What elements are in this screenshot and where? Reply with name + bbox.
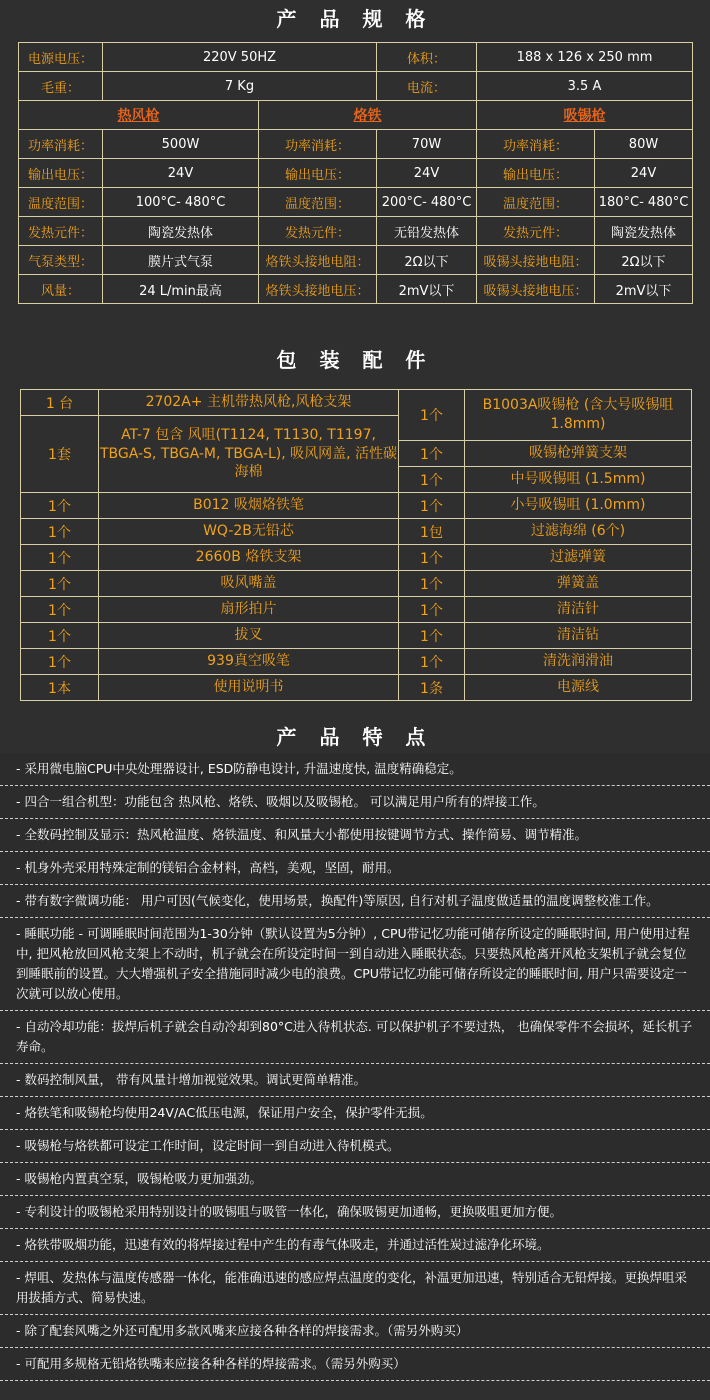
- package-row: [21, 519, 692, 545]
- package-item: 使用说明书: [99, 675, 399, 701]
- spec-value: 200°C- 480°C: [377, 188, 477, 217]
- package-qty: 1个: [399, 623, 465, 649]
- spec-label: 输出电压：: [19, 159, 103, 188]
- package-qty: 1个: [399, 571, 465, 597]
- feature-item: - 专利设计的吸锡枪采用特别设计的吸锡咀与吸管一体化，确保吸锡更加通畅，更换吸咀更加方便。: [0, 1196, 710, 1229]
- spec-label: 功率消耗：: [259, 130, 377, 159]
- spec-value: 无铅发热体: [377, 217, 477, 246]
- package-item: 扇形拍片: [99, 597, 399, 623]
- spec-label: 功率消耗：: [477, 130, 595, 159]
- spec-value: 188 x 126 x 250 mm: [477, 43, 693, 72]
- spec-label: 吸锡头接地电阻：: [477, 246, 595, 275]
- package-item: 过滤弹簧: [465, 545, 692, 571]
- package-qty: 1个: [399, 545, 465, 571]
- package-qty: 1包: [399, 519, 465, 545]
- section-desoldering-gun: 吸锡枪: [477, 101, 693, 130]
- section-hot-air-gun: 热风枪: [19, 101, 259, 130]
- package-qty: 1个: [399, 441, 465, 467]
- feature-item: - 机身外壳采用特殊定制的镁铝合金材料，高档，美观，坚固，耐用。: [0, 852, 710, 885]
- package-qty: 1个: [399, 649, 465, 675]
- spec-value: 7 Kg: [103, 72, 377, 101]
- spec-label: 输出电压：: [477, 159, 595, 188]
- spec-row: [19, 188, 693, 217]
- package-item: 小号吸锡咀 (1.0mm): [465, 493, 692, 519]
- spec-section-title: 产 品 规 格: [276, 6, 434, 31]
- spec-label: 体积：: [377, 43, 477, 72]
- package-item: 吸锡枪弹簧支架: [465, 441, 692, 467]
- package-qty: 1个: [399, 597, 465, 623]
- spec-value: 2Ω以下: [377, 246, 477, 275]
- spec-label: 发热元件：: [259, 217, 377, 246]
- spec-label: 风量：: [19, 275, 103, 304]
- feature-item: - 可配用多规格无铅烙铁嘴来应接各种各样的焊接需求。（需另外购买）: [0, 1348, 710, 1381]
- features-section-title: 产 品 特 点: [276, 724, 434, 749]
- spec-value: 24V: [103, 159, 259, 188]
- package-item: B1003A吸锡枪 (含大号吸锡咀1.8mm): [465, 390, 692, 441]
- feature-item: - 烙铁带吸烟功能，迅速有效的将焊接过程中产生的有毒气体吸走，并通过活性炭过滤净化环境。: [0, 1229, 710, 1262]
- package-row: [21, 675, 692, 701]
- feature-item: - 吸锡枪内置真空泵，吸锡枪吸力更加强劲。: [0, 1163, 710, 1196]
- spec-label: 毛重：: [19, 72, 103, 101]
- spec-label: 输出电压：: [259, 159, 377, 188]
- package-item: AT-7 包含 风咀(T1124, T1130, T1197, TBGA-S, TBGA-M, TBGA-L), 吸风网盖, 活性碳海棉: [99, 416, 399, 493]
- package-qty: 1个: [399, 390, 465, 441]
- package-qty: 1本: [21, 675, 99, 701]
- feature-item: - 除了配套风嘴之外还可配用多款风嘴来应接各种各样的焊接需求。（需另外购买）: [0, 1315, 710, 1348]
- spec-value: 24V: [377, 159, 477, 188]
- spec-value: 70W: [377, 130, 477, 159]
- package-qty: 1套: [21, 416, 99, 493]
- spec-value: 2mV以下: [377, 275, 477, 304]
- package-row: [21, 649, 692, 675]
- spec-row: [19, 217, 693, 246]
- package-item: 吸风嘴盖: [99, 571, 399, 597]
- spec-label: 吸锡头接地电压：: [477, 275, 595, 304]
- spec-value: 24 L/min最高: [103, 275, 259, 304]
- spec-label: 电源电压：: [19, 43, 103, 72]
- spec-row-power-volume: [19, 43, 693, 72]
- spec-label: 烙铁头接地电压：: [259, 275, 377, 304]
- feature-item: - 焊咀、发热体与温度传感器一体化，能准确迅速的感应焊点温度的变化，补温更加迅速，特别适合无铅焊接。更换焊咀采用拔插方式、简易快速。: [0, 1262, 710, 1315]
- spec-row: [19, 159, 693, 188]
- spec-value: 100°C- 480°C: [103, 188, 259, 217]
- feature-item: - 烙铁笔和吸锡枪均使用24V/AC低压电源，保证用户安全，保护零件无损。: [0, 1097, 710, 1130]
- package-row: [21, 597, 692, 623]
- package-item: 2660B 烙铁支架: [99, 545, 399, 571]
- package-qty: 1个: [399, 493, 465, 519]
- feature-item: - 采用微电脑CPU中央处理器设计, ESD防静电设计, 升温速度快, 温度精确稳定。: [0, 753, 710, 786]
- feature-item: - 四合一组合机型：功能包含 热风枪、烙铁、吸烟以及吸锡枪。 可以满足用户所有的焊接工作。: [0, 786, 710, 819]
- spec-row: [19, 246, 693, 275]
- package-qty: 1个: [21, 545, 99, 571]
- package-qty: 1 台: [21, 390, 99, 416]
- package-item: 电源线: [465, 675, 692, 701]
- package-row: [21, 545, 692, 571]
- spec-value: 膜片式气泵: [103, 246, 259, 275]
- spec-label: 温度范围：: [477, 188, 595, 217]
- spec-value: 2mV以下: [595, 275, 693, 304]
- spec-label: 电流：: [377, 72, 477, 101]
- package-table: [20, 389, 692, 701]
- package-qty: 1个: [399, 467, 465, 493]
- package-item: 过滤海绵 (6个): [465, 519, 692, 545]
- spec-label: 温度范围：: [19, 188, 103, 217]
- package-row: [21, 571, 692, 597]
- spec-row: [19, 275, 693, 304]
- package-qty: 1个: [21, 649, 99, 675]
- feature-item: - 数码控制风量， 带有风量计增加视觉效果。调试更简单精准。: [0, 1064, 710, 1097]
- package-row: [21, 390, 692, 416]
- spec-value: 陶瓷发热体: [103, 217, 259, 246]
- package-item: 939真空吸笔: [99, 649, 399, 675]
- spec-value: 500W: [103, 130, 259, 159]
- spec-value: 180°C- 480°C: [595, 188, 693, 217]
- feature-item: - 带有数字微调功能： 用户可因(气候变化，使用场景，换配件)等原因, 自行对机子温度做适量的温度调整校准工作。: [0, 885, 710, 918]
- package-row: [21, 493, 692, 519]
- spec-row-weight-current: [19, 72, 693, 101]
- spec-value: 24V: [595, 159, 693, 188]
- package-item: 2702A+ 主机带热风枪,风枪支架: [99, 390, 399, 416]
- spec-value: 220V 50HZ: [103, 43, 377, 72]
- feature-item: - 吸锡枪与烙铁都可设定工作时间，设定时间一到自动进入待机模式。: [0, 1130, 710, 1163]
- spec-label: 发热元件：: [19, 217, 103, 246]
- spec-value: 陶瓷发热体: [595, 217, 693, 246]
- package-qty: 1个: [21, 623, 99, 649]
- package-section-title: 包 装 配 件: [276, 347, 434, 372]
- package-item: 清洁针: [465, 597, 692, 623]
- package-item: 弹簧盖: [465, 571, 692, 597]
- section-soldering-iron: 烙铁: [259, 101, 477, 130]
- feature-item: - 睡眠功能 - 可调睡眠时间范围为1-30分钟（默认设置为5分钟）, CPU带记忆功能可储存所设定的睡眠时间, 用户使用过程中, 把风枪放回风枪支架上不动时，机子就会在所设定时间一到自动进入睡眠状态。只要热风枪离开风枪支架机子就会复位到睡眠前的设置。大大增强机子安全措施同时减少电的浪费。CPU带记忆功能可储存所设定的睡眠时间, 用户只需要设定一次就可以放心使用。: [0, 918, 710, 1011]
- package-qty: 1个: [21, 519, 99, 545]
- spec-label: 烙铁头接地电阻：: [259, 246, 377, 275]
- feature-item: - 自动冷却功能：拔焊后机子就会自动冷却到80°C进入待机状态. 可以保护机子不要过热， 也确保零件不会损坏，延长机子寿命。: [0, 1011, 710, 1064]
- package-qty: 1条: [399, 675, 465, 701]
- spec-value: 3.5 A: [477, 72, 693, 101]
- package-item: 清洗润滑油: [465, 649, 692, 675]
- package-qty: 1个: [21, 571, 99, 597]
- spec-value: 80W: [595, 130, 693, 159]
- package-item: WQ-2B无铅芯: [99, 519, 399, 545]
- package-row: [21, 623, 692, 649]
- package-item: 中号吸锡咀 (1.5mm): [465, 467, 692, 493]
- spec-label: 发热元件：: [477, 217, 595, 246]
- spec-section-header-row: [19, 101, 693, 130]
- package-item: B012 吸烟烙铁笔: [99, 493, 399, 519]
- spec-table: [18, 42, 693, 304]
- package-item: 拔叉: [99, 623, 399, 649]
- spec-label: 温度范围：: [259, 188, 377, 217]
- spec-value: 2Ω以下: [595, 246, 693, 275]
- features-list: [0, 753, 710, 1381]
- package-qty: 1个: [21, 597, 99, 623]
- package-item: 清洁钻: [465, 623, 692, 649]
- spec-row: [19, 130, 693, 159]
- package-qty: 1个: [21, 493, 99, 519]
- feature-item: - 全数码控制及显示：热风枪温度、烙铁温度、和风量大小都使用按键调节方式、操作简易、调节精准。: [0, 819, 710, 852]
- spec-label: 功率消耗：: [19, 130, 103, 159]
- spec-label: 气泵类型：: [19, 246, 103, 275]
